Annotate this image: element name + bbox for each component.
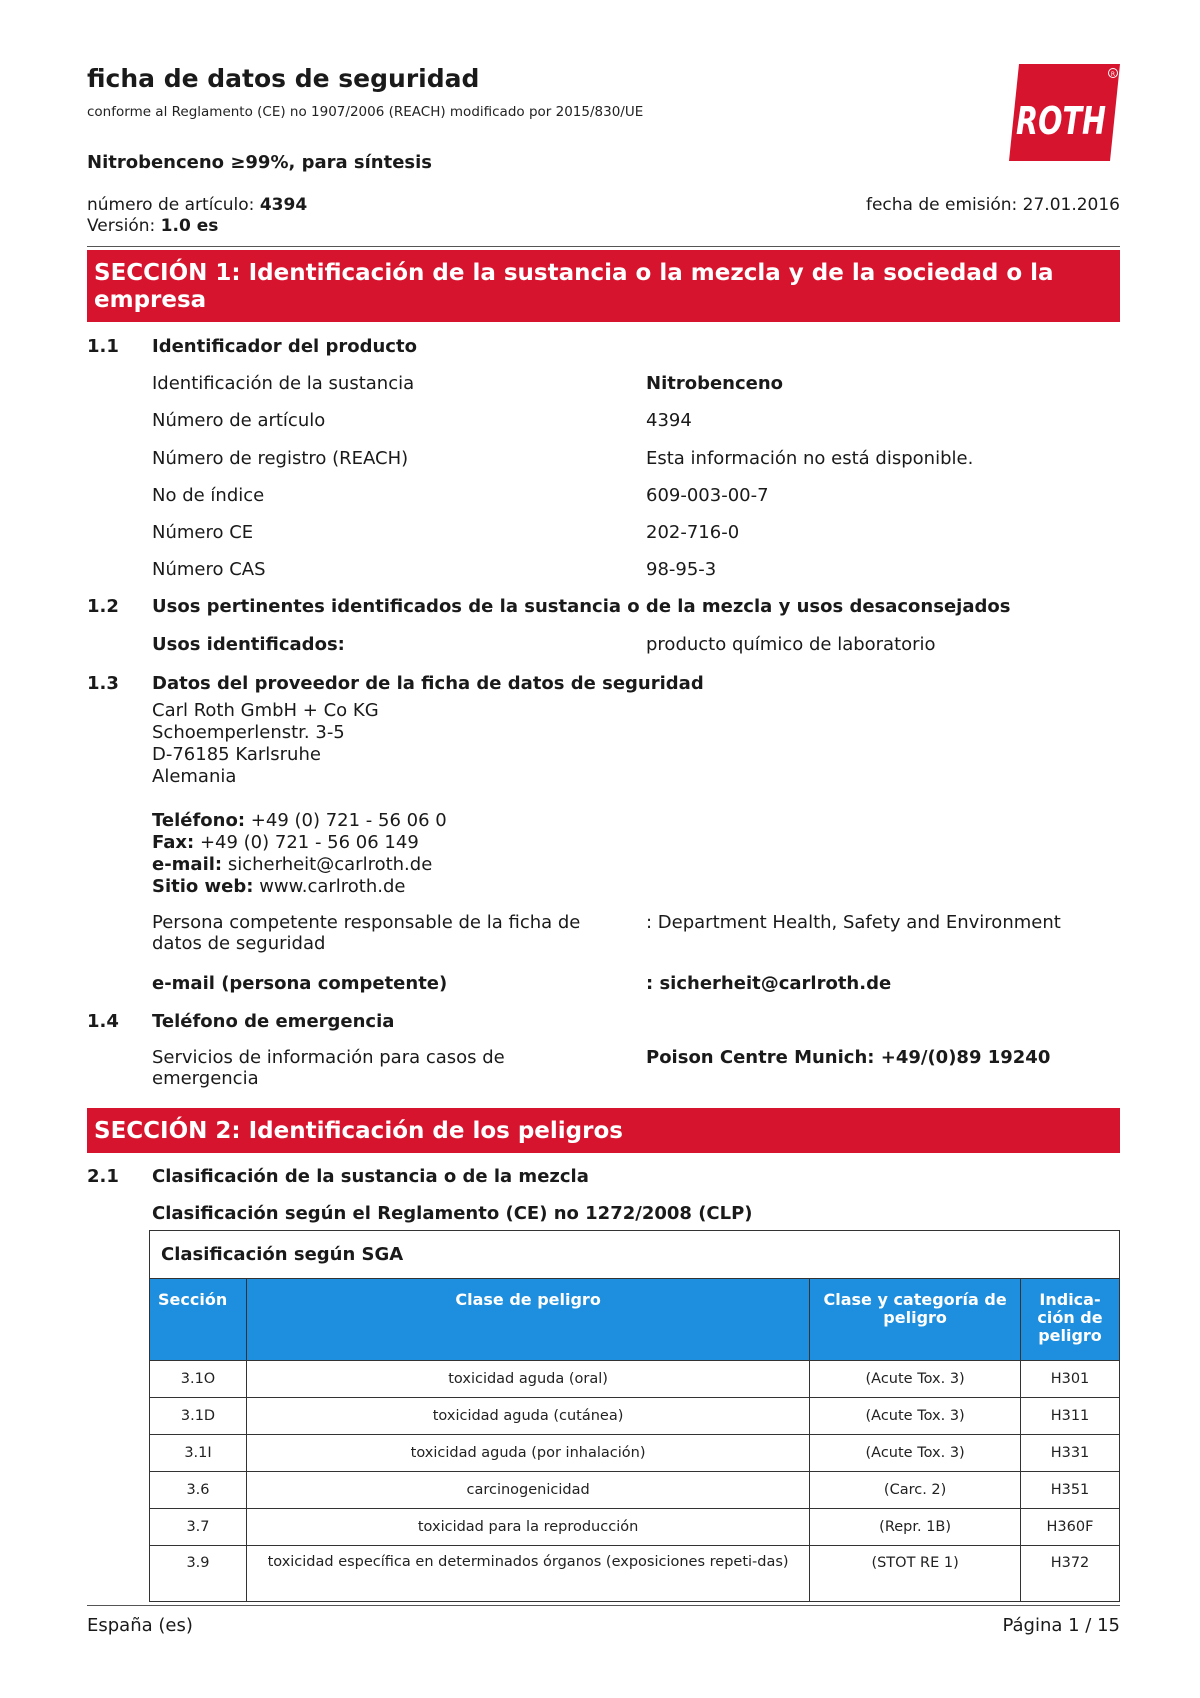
col-header-section: Sección: [150, 1279, 247, 1361]
table-row: [150, 1435, 1120, 1472]
index-number-value: 609-003-00-7: [646, 485, 769, 506]
ghs-classification-table: [149, 1230, 1120, 1602]
address-line: D-76185 Karlsruhe: [152, 744, 321, 765]
article-number-label: Número de artículo: [152, 410, 326, 431]
article-label: número de artículo:: [87, 195, 255, 215]
subsection-title: Teléfono de emergencia: [152, 1011, 395, 1032]
supplier-contacts: [152, 810, 447, 898]
cell-section: 3.1I: [150, 1435, 247, 1472]
emergency-label: [152, 1047, 505, 1089]
cell-statement: H301: [1021, 1361, 1120, 1398]
subsection-number: 1.2: [87, 596, 119, 617]
table-row: [150, 1398, 1120, 1435]
competent-person-value: : Department Health, Safety and Environment: [646, 912, 1061, 933]
section-1-header: SECCIÓN 1: Identificación de la sustancia o la mezcla y de la sociedad o la empresa: [87, 250, 1120, 322]
table-row: [150, 1509, 1120, 1546]
cell-hazard-class: toxicidad aguda (oral): [246, 1361, 809, 1398]
fax-label: Fax:: [152, 832, 195, 853]
cell-statement: H311: [1021, 1398, 1120, 1435]
cell-statement: H331: [1021, 1435, 1120, 1472]
subsection-number: 2.1: [87, 1166, 119, 1187]
phone-value: +49 (0) 721 - 56 06 0: [250, 810, 447, 831]
cell-category: (Carc. 2): [810, 1472, 1021, 1509]
ec-number-value: 202-716-0: [646, 522, 740, 543]
col-header-statement: Indica-ción de peligro: [1021, 1279, 1120, 1361]
table-row: [150, 1361, 1120, 1398]
cell-section: 3.7: [150, 1509, 247, 1546]
subsection-number: 1.3: [87, 673, 119, 694]
table-row: [150, 1472, 1120, 1509]
label-line: Servicios de información para casos de: [152, 1047, 505, 1068]
article-meta: [87, 195, 307, 237]
logo-text: ROTH: [1016, 99, 1106, 143]
cell-statement: H360F: [1021, 1509, 1120, 1546]
issue-date: fecha de emisión: 27.01.2016: [865, 195, 1120, 215]
ec-number-label: Número CE: [152, 522, 254, 543]
cell-category: (Acute Tox. 3): [810, 1435, 1021, 1472]
version-label: Versión:: [87, 216, 156, 236]
cell-category: (STOT RE 1): [810, 1546, 1021, 1602]
cas-number-value: 98-95-3: [646, 559, 717, 580]
subsection-title: Datos del proveedor de la ficha de datos de seguridad: [152, 673, 704, 694]
reach-number-label: Número de registro (REACH): [152, 448, 409, 469]
clp-classification-title: Clasificación según el Reglamento (CE) no 1272/2008 (CLP): [152, 1203, 753, 1224]
roth-logo: [1009, 64, 1120, 161]
substance-id-label: Identificación de la sustancia: [152, 373, 415, 394]
cell-hazard-class: toxicidad para la reproducción: [246, 1509, 809, 1546]
fax-value: +49 (0) 721 - 56 06 149: [199, 832, 419, 853]
cell-section: 3.6: [150, 1472, 247, 1509]
substance-id-value: Nitrobenceno: [646, 373, 784, 394]
svg-text:R: R: [1110, 71, 1116, 78]
subsection-number: 1.1: [87, 336, 119, 357]
supplier-address: [152, 700, 379, 788]
page-number: Página 1 / 15: [1002, 1615, 1120, 1636]
regulation-subtitle: conforme al Reglamento (CE) no 1907/2006 (REACH) modificado por 2015/830/UE: [87, 104, 644, 120]
cell-category: (Acute Tox. 3): [810, 1398, 1021, 1435]
cell-hazard-class: toxicidad específica en determinados órganos (exposiciones repeti-das): [246, 1546, 809, 1602]
uses-label: Usos identificados:: [152, 634, 345, 655]
label-line: emergencia: [152, 1068, 259, 1089]
footer-country: España (es): [87, 1615, 193, 1636]
phone-label: Teléfono:: [152, 810, 246, 831]
header-divider: [87, 246, 1120, 247]
label-line: Persona competente responsable de la ficha de: [152, 912, 581, 933]
subsection-number: 1.4: [87, 1011, 119, 1032]
email-link[interactable]: sicherheit@carlroth.de: [227, 854, 433, 875]
subsection-title: Identificador del producto: [152, 336, 417, 357]
cell-section: 3.9: [150, 1546, 247, 1602]
table-caption: Clasificación según SGA: [150, 1231, 1120, 1279]
emergency-value: Poison Centre Munich: +49/(0)89 19240: [646, 1047, 1051, 1068]
footer-divider: [87, 1605, 1120, 1606]
email-label: e-mail:: [152, 854, 223, 875]
uses-value: producto químico de laboratorio: [646, 634, 936, 655]
cell-hazard-class: toxicidad aguda (cutánea): [246, 1398, 809, 1435]
subsection-title: Clasificación de la sustancia o de la mezcla: [152, 1166, 589, 1187]
address-line: Schoemperlenstr. 3-5: [152, 722, 345, 743]
cell-hazard-class: carcinogenicidad: [246, 1472, 809, 1509]
version-value: 1.0 es: [160, 216, 219, 236]
col-header-hazard-class: Clase de peligro: [246, 1279, 809, 1361]
document-title: ficha de datos de seguridad: [87, 64, 480, 93]
cas-number-label: Número CAS: [152, 559, 266, 580]
competent-email-label: e-mail (persona competente): [152, 973, 448, 994]
address-line: Carl Roth GmbH + Co KG: [152, 700, 379, 721]
cell-statement: H372: [1021, 1546, 1120, 1602]
competent-email-value[interactable]: : sicherheit@carlroth.de: [646, 973, 892, 994]
cell-section: 3.1O: [150, 1361, 247, 1398]
article-number-value: 4394: [646, 410, 692, 431]
website-label: Sitio web:: [152, 876, 254, 897]
section-2-header: SECCIÓN 2: Identificación de los peligros: [87, 1108, 1120, 1153]
subsection-title: Usos pertinentes identificados de la sustancia o de la mezcla y usos desaconsejados: [152, 596, 1011, 617]
article-value: 4394: [259, 195, 308, 215]
competent-person-label: [152, 912, 580, 954]
col-header-category: Clase y categoría de peligro: [810, 1279, 1021, 1361]
cell-category: (Acute Tox. 3): [810, 1361, 1021, 1398]
cell-category: (Repr. 1B): [810, 1509, 1021, 1546]
address-line: Alemania: [152, 766, 237, 787]
reach-number-value: Esta información no está disponible.: [646, 448, 974, 469]
website-link[interactable]: www.carlroth.de: [259, 876, 406, 897]
table-row: [150, 1546, 1120, 1602]
cell-section: 3.1D: [150, 1398, 247, 1435]
product-name: Nitrobenceno ≥99%, para síntesis: [87, 152, 433, 173]
index-number-label: No de índice: [152, 485, 265, 506]
cell-statement: H351: [1021, 1472, 1120, 1509]
label-line: datos de seguridad: [152, 933, 326, 954]
cell-hazard-class: toxicidad aguda (por inhalación): [246, 1435, 809, 1472]
